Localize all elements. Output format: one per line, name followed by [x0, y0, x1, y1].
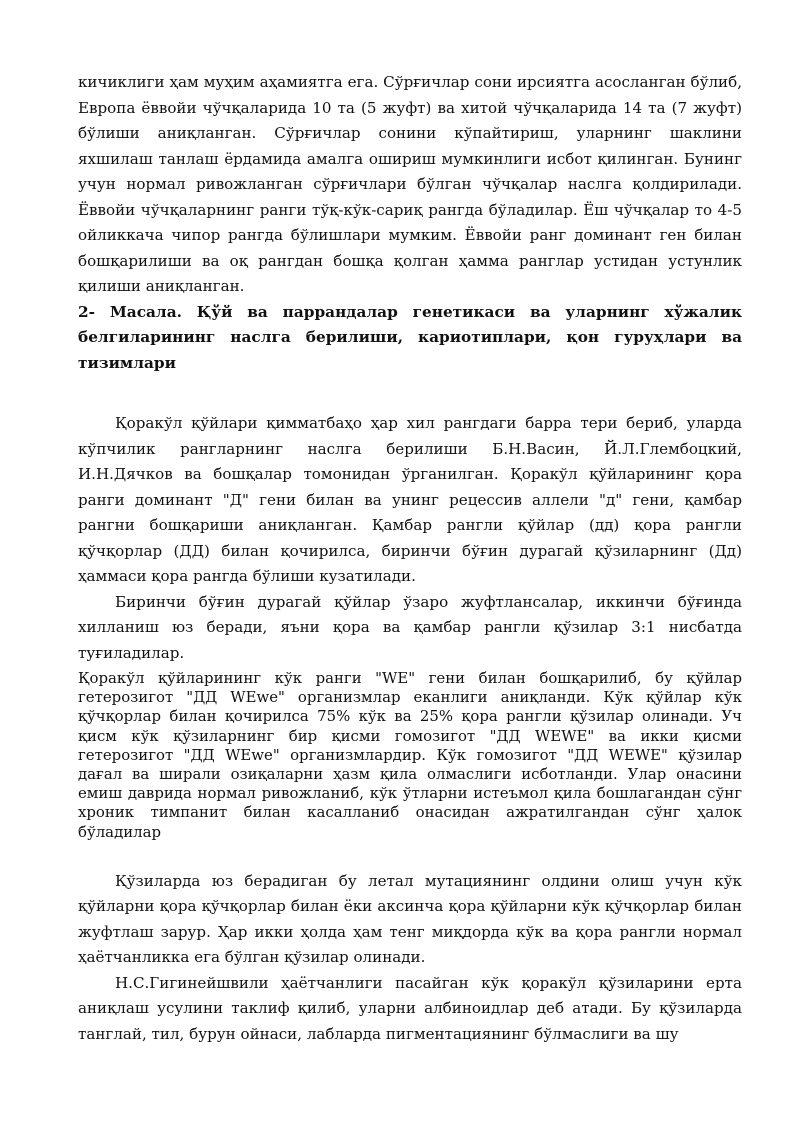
section-heading: 2- Масала. Қўй ва паррандалар генетикаси ва уларнинг хўжалик белгиларининг наслга берилиши, кариотиплари, қон гуруҳлари ва тизимлари: [78, 302, 742, 372]
paragraph-second-generation: Биринчи бўғин дурагай қўйлар ўзаро жуфтлансалар, иккинчи бўғинда хилланиш юз беради, яъни қора ва қамбар рангли қўзилар 3:1 нисбатда туғиладилар.: [78, 592, 742, 662]
paragraph-blue-color: Қоракўл қўйларининг кўк ранги "WE" гени билан бошқарилиб, бу қўйлар гетерозигот "ДД WEwe" организмлар еканлиги аниқланди. Кўк қўйлар кўк қўчқорлар билан қочирилса 75% кўк ва 25% қора рангли қўзилар олинади. Уч қисм кўк қўзиларнинг бир қисми гомозигот "ДД WEWE" ва икки қисми гетерозигот "ДД WEwe" организмлардир. Кўк гомозигот "ДД WEWE" қўзилар дағал ва ширали озиқаларни ҳазм қила олмаслиги исботланди. Улар онасини емиш даврида нормал ривожланиб, кўк ўтларни истеъмол қила бошлагандан сўнг хроник тимпанит билан касалланиб онасидан ажратилгандан сўнг ҳалок бўладилар: [78, 669, 742, 841]
paragraph-karakul-intro: Қоракўл қўйлари қимматбаҳо ҳар хил рангдаги барра тери бериб, уларда кўпчилик рангларнинг наслга берилиши Б.Н.Васин, Й.Л.Глембоцкий, И.Н.Дячков ва бошқалар томонидан ўрганилган. Қоракўл қўйларининг қора ранги доминант "Д" гени билан ва унинг рецессив аллели "д" гени, қамбар рангни бошқариши аниқланган. Қамбар рангли қўйлар (дд) қора рангли қўчқорлар (ДД) билан қочирилса, биринчи бўғин дурагай қўзиларнинг (Дд) ҳаммаси қора рангда бўлиши кузатилади.: [78, 414, 742, 585]
paragraph-lethal-prevention: Қўзиларда юз берадиган бу летал мутациянинг олдини олиш учун кўк қўйларни қора қўчқорлар билан ёки аксинча қора қўйларни кўк қўчқорлар билан жуфтлаш зарур. Ҳар икки ҳолда ҳам тенг миқдорда кўк ва қора рангли нормал ҳаётчанликка ега бўлган қўзилар олинади.: [78, 871, 742, 967]
paragraph-nipple-count: кичиклиги ҳам муҳим аҳамиятга ега. Сўрғичлар сони ирсиятга асосланган бўлиб, Европа ёввойи чўчқаларида 10 та (5 жуфт) ва хитой чўчқаларида 14 та (7 жуфт) бўлиши аниқланган. Сўрғичлар сонини кўпайтириш, уларнинг шаклини яхшилаш танлаш ёрдамида амалга ошириш мумкинлиги исбот қилинган. Бунинг учун нормал ривожланган сўрғичлари бўлган чўчқалар наслга қолдирилади. Ёввойи чўчқаларнинг ранги тўқ-кўк-сариқ рангда бўладилар. Ёш чўчқалар то 4-5 ойликкача чипор рангда бўлишлари мумким. Ёввойи ранг доминант ген билан бошқарилиши ва оқ рангдан бошқа қолган ҳамма ранглар устидан устунлик қилиши аниқланган.: [78, 73, 742, 295]
document-page: [78, 70, 742, 1047]
paragraph-gigineishvili: Н.С.Гигинейшвили ҳаётчанлиги пасайган кўк қоракўл қўзиларини ерта аниқлаш усулини таклиф қилиб, уларни албиноидлар деб атади. Бу қўзиларда танглай, тил, бурун ойнаси, лабларда пигментациянинг бўлмаслиги ва шу: [78, 973, 742, 1043]
